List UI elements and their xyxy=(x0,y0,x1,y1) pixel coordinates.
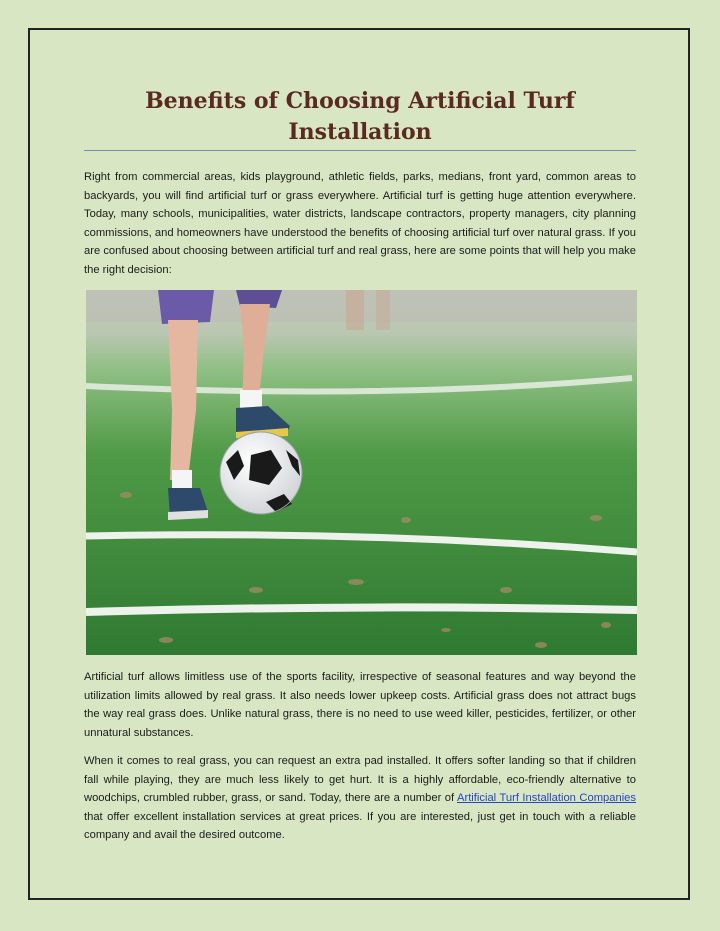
artificial-turf-companies-link[interactable]: Artificial Turf Installation Companies xyxy=(457,792,636,805)
soccer-turf-photo xyxy=(86,290,637,655)
title-divider xyxy=(84,150,636,151)
page-title: Benefits of Choosing Artificial Turf Installation xyxy=(145,88,575,145)
paragraph3-text-end: that offer excellent installation services at great prices. If you are interested, just get in touch with a reliable company and avail the desired outcome. xyxy=(84,810,636,842)
paragraph3-text-start: When it comes to real grass, you can request an extra pad installed. It offers softer landing so that if children fall while playing, they are much less likely to get hurt. It is a highly affordable, eco-friendly alternative to woodchips, crumbled rubber, grass, or sand. Today, there are a number of xyxy=(84,755,636,805)
intro-paragraph: Right from commercial areas, kids playground, athletic fields, parks, medians, front yard, common areas to backyards, you will find artificial turf or grass everywhere. Artificial turf is getting huge attention everywhere. Today, many schools, municipalities, water districts, landscape contractors, property managers, city planning commissions, and homeowners have understood the benefits of choosing artificial turf over natural grass. If you are confused about choosing between artificial turf and real grass, here are some points that will help you make the right decision: xyxy=(84,171,636,276)
benefits-paragraph: Artificial turf allows limitless use of the sports facility, irrespective of seasonal features and way beyond the utilization limits allowed by real grass. It also needs lower upkeep costs. Artificial grass does not attract bugs the way real grass does. Unlike natural grass, there is no need to use weed killer, pesticides, fertilizer, or other unnatural substances. xyxy=(84,671,636,739)
safety-paragraph xyxy=(84,752,636,845)
